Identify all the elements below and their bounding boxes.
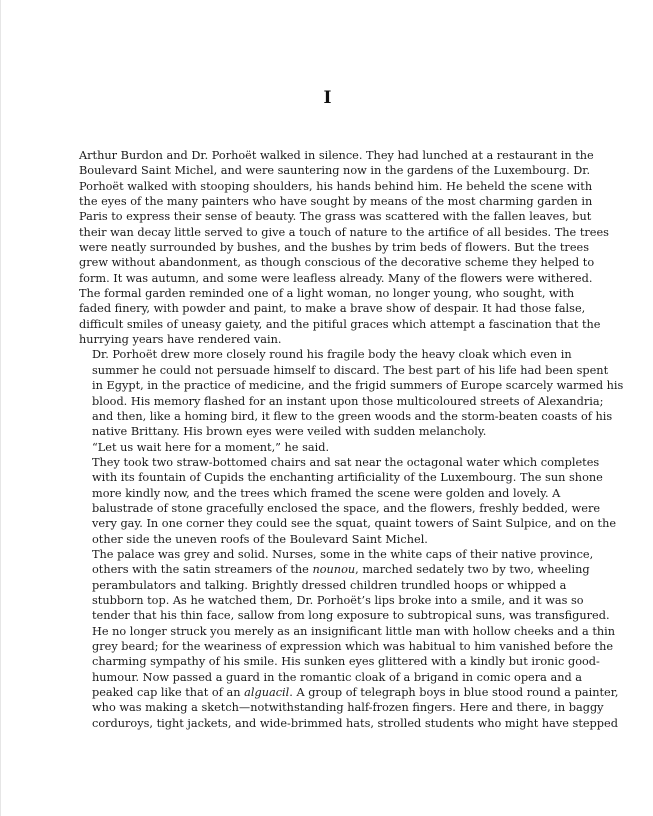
text-line: humour. Now passed a guard in the romantic cloak of a brigand in comic opera and a (92, 670, 583, 684)
text-line: tender that his thin face, sallow from long exposure to subtropical suns, was transfigured. (92, 609, 610, 623)
text-line: “Let us wait here for a moment,” he said. (92, 440, 330, 454)
paragraph (79, 440, 579, 455)
paragraph (79, 148, 609, 347)
text-line: who was making a sketch—notwithstanding half-frozen fingers. Here and there, in baggy (92, 701, 604, 715)
text-line: in Egypt, in the practice of medicine, and the frigid summers of Europe scarcely warmed his (92, 379, 624, 393)
text-line: Arthur Burdon and Dr. Porhoët walked in silence. They had lunched at a restaurant in the (79, 149, 594, 162)
text-line: charming sympathy of his smile. His sunken eyes glittered with a kindly but ironic good- (92, 655, 600, 669)
text-line: the eyes of the many painters who have sought by means of the most charming garden in (79, 195, 593, 209)
text-line: balustrade of stone gracefully enclosed the space, and the flowers, freshly bedded, were (92, 501, 601, 515)
text-line: stubborn top. As he watched them, Dr. Porhoët’s lips broke into a smile, and it was so (92, 593, 584, 607)
text-line: difficult smiles of uneasy gaiety, and the pitiful graces which attempt a fascination that the (79, 317, 601, 331)
text-line: blood. His memory flashed for an instant upon those multicoloured streets of Alexandria; (92, 394, 604, 408)
text-line: Porhoët walked with stooping shoulders, his hands behind him. He beheld the scene with (79, 179, 593, 193)
text-line: perambulators and talking. Brightly dressed children trundled hoops or whipped a (92, 578, 567, 592)
text-line: more kindly now, and the trees which framed the scene were golden and lovely. A (92, 486, 561, 500)
paragraph (79, 547, 619, 731)
text-line: other side the uneven roofs of the Boulevard Saint Michel. (92, 532, 428, 546)
text-line: form. It was autumn, and some were leafless already. Many of the flowers were withered. (79, 271, 593, 285)
text-line: with its fountain of Cupids the enchanting artificiality of the Luxembourg. The sun shone (92, 471, 603, 485)
text-line: peaked cap like that of an alguacil. A group of telegraph boys in blue stood round a painter, (92, 686, 619, 700)
text-line: He no longer struck you merely as an insignificant little man with hollow cheeks and a thin (92, 624, 616, 638)
text-line: The palace was grey and solid. Nurses, some in the white caps of their native province, (92, 547, 594, 561)
text-line: grey beard; for the weariness of expression which was habitual to him vanished before the (92, 640, 614, 653)
text-line: native Brittany. His brown eyes were veiled with sudden melancholy. (92, 425, 487, 439)
text-line: very gay. In one corner they could see the squat, quaint towers of Saint Sulpice, and on the (92, 517, 617, 531)
text-line: hurrying years have rendered vain. (79, 333, 282, 347)
text-line: summer he could not persuade himself to discard. The best part of his life had been spent (92, 363, 609, 377)
paragraph (79, 455, 617, 547)
text-line: corduroys, tight jackets, and wide-brimmed hats, strolled students who might have stepped (92, 716, 618, 730)
text-line: their wan decay little served to give a touch of nature to the artifice of all besides. The trees (79, 225, 609, 239)
text-line: The formal garden reminded one of a light woman, no longer young, who sought, with (79, 287, 575, 301)
paragraph (79, 347, 624, 439)
text-line: grew without abandonment, as though conscious of the decorative scheme they helped to (79, 256, 595, 270)
text-line: Dr. Porhoët drew more closely round his fragile body the heavy cloak which even in (92, 348, 572, 362)
text-line: Paris to express their sense of beauty. The grass was scattered with the fallen leaves, but (79, 210, 592, 224)
chapter-heading: I (323, 88, 332, 108)
text-line: and then, like a homing bird, it flew to the green woods and the storm-beaten coasts of his (92, 409, 613, 423)
text-line: They took two straw-bottomed chairs and sat near the octagonal water which completes (92, 455, 600, 469)
text-line: were neatly surrounded by bushes, and the bushes by trim beds of flowers. But the trees (79, 241, 589, 255)
text-line: faded finery, with powder and paint, to make a brave show of despair. It had those false, (79, 302, 586, 316)
chapter-body-text (79, 148, 624, 731)
text-line: others with the satin streamers of the nounou, marched sedately two by two, wheeling (92, 563, 590, 577)
text-line: Boulevard Saint Michel, and were sauntering now in the gardens of the Luxembourg. Dr. (79, 164, 591, 178)
